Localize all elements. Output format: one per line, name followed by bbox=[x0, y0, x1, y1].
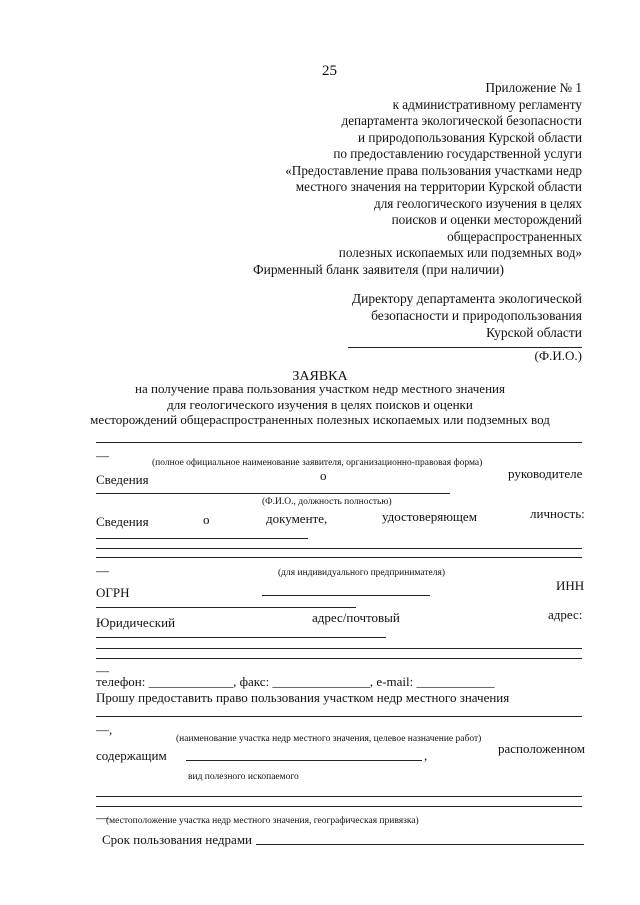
request-text: Прошу предоставить право пользования участком недр местного значения bbox=[96, 690, 510, 705]
address-line-1 bbox=[96, 637, 386, 638]
appendix-line: Приложение № 1 bbox=[485, 80, 582, 95]
purpose-line: для геологического изучения в целях поисков и оценки bbox=[167, 396, 473, 412]
about-word: о bbox=[320, 468, 327, 483]
hint-applicant: (полное официальное наименование заявителя, организационно-правовая форма) bbox=[152, 458, 483, 468]
appendix-header bbox=[242, 80, 582, 262]
location-line-2 bbox=[96, 806, 582, 807]
address-line-2 bbox=[96, 648, 582, 649]
addressee-line: Директору департамента экологической bbox=[351, 291, 582, 306]
inn-label: ИНН bbox=[556, 578, 585, 593]
appendix-line: департамента экологической безопасности bbox=[341, 113, 582, 128]
info-label-2: Сведения bbox=[96, 514, 149, 529]
postal-word: адрес/почтовый bbox=[312, 610, 400, 625]
appendix-line: к административному регламенту bbox=[392, 96, 582, 112]
term-line bbox=[256, 844, 584, 845]
hint-head: (Ф.И.О., должность полностью) bbox=[262, 497, 392, 507]
head-word: руководителе bbox=[508, 466, 583, 481]
appendix-line: по предоставлению государственной услуги bbox=[333, 146, 582, 161]
comma-mark: , bbox=[424, 748, 428, 763]
site-line-1 bbox=[96, 716, 582, 717]
term-label: Срок пользования недрами bbox=[102, 832, 253, 847]
dash-mark: — bbox=[96, 448, 109, 463]
hint-location: (местоположение участка недр местного значения, географическая привязка) bbox=[106, 816, 419, 826]
appendix-line: поисков и оценки месторождений bbox=[391, 212, 582, 227]
addressee-line: безопасности и природопользования bbox=[371, 308, 582, 323]
purpose-block bbox=[60, 381, 580, 428]
appendix-line: и природопользования Курской области bbox=[358, 129, 582, 145]
document-word: документе, bbox=[266, 511, 328, 526]
inn-line bbox=[96, 607, 356, 608]
ogrn-label: ОГРН bbox=[96, 585, 130, 600]
identity-line-1 bbox=[96, 538, 308, 539]
dash-mark: — bbox=[96, 663, 109, 678]
letterhead-note: Фирменный бланк заявителя (при наличии) bbox=[253, 262, 504, 277]
page-number: 25 bbox=[322, 63, 337, 79]
purpose-line: на получение права пользования участком недр местного значения bbox=[135, 381, 505, 396]
contacts-line: телефон: _____________, факс: _______________, e-mail: ____________ bbox=[96, 674, 495, 689]
addressee-line: Курской области bbox=[486, 325, 582, 340]
document-title: ЗАЯВКА bbox=[292, 369, 348, 384]
dash-mark: —, bbox=[96, 722, 113, 737]
dash-mark: — bbox=[96, 810, 109, 825]
dash-mark: — bbox=[96, 563, 109, 578]
appendix-line: местного значения на территории Курской области bbox=[295, 179, 582, 194]
identity-line-3 bbox=[96, 557, 582, 558]
hint-ip: (для индивидуального предпринимателя) bbox=[278, 568, 445, 578]
head-name-line bbox=[96, 493, 450, 494]
hint-mineral: вид полезного ископаемого bbox=[188, 772, 299, 782]
appendix-line: «Предоставление права пользования участками недр bbox=[285, 162, 582, 178]
location-line-1 bbox=[96, 796, 582, 797]
appendix-line: для геологического изучения в целях bbox=[374, 195, 582, 211]
identity-line-2 bbox=[96, 548, 582, 549]
mineral-line bbox=[186, 760, 422, 761]
about-word-2: о bbox=[203, 512, 210, 527]
purpose-line: месторождений общераспространенных полезных ископаемых или подземных вод bbox=[90, 412, 550, 427]
address-word: адрес: bbox=[548, 607, 583, 622]
info-label: Сведения bbox=[96, 472, 149, 487]
applicant-name-line bbox=[96, 442, 582, 443]
located-word: расположенном bbox=[498, 741, 585, 756]
addressee-block bbox=[352, 290, 582, 341]
appendix-line: общераспространенных bbox=[447, 228, 582, 244]
ogrn-line bbox=[262, 595, 430, 596]
certifying-word: удостоверяющем bbox=[382, 509, 477, 524]
containing-word: содержащим bbox=[96, 748, 167, 763]
identity-word: личность: bbox=[530, 506, 585, 521]
fio-label: (Ф.И.О.) bbox=[534, 348, 582, 363]
appendix-line: полезных ископаемых или подземных вод» bbox=[338, 245, 582, 260]
hint-site: (наименование участка недр местного значения, целевое назначение работ) bbox=[176, 734, 482, 744]
address-line-3 bbox=[96, 658, 582, 659]
legal-word: Юридический bbox=[96, 615, 176, 630]
